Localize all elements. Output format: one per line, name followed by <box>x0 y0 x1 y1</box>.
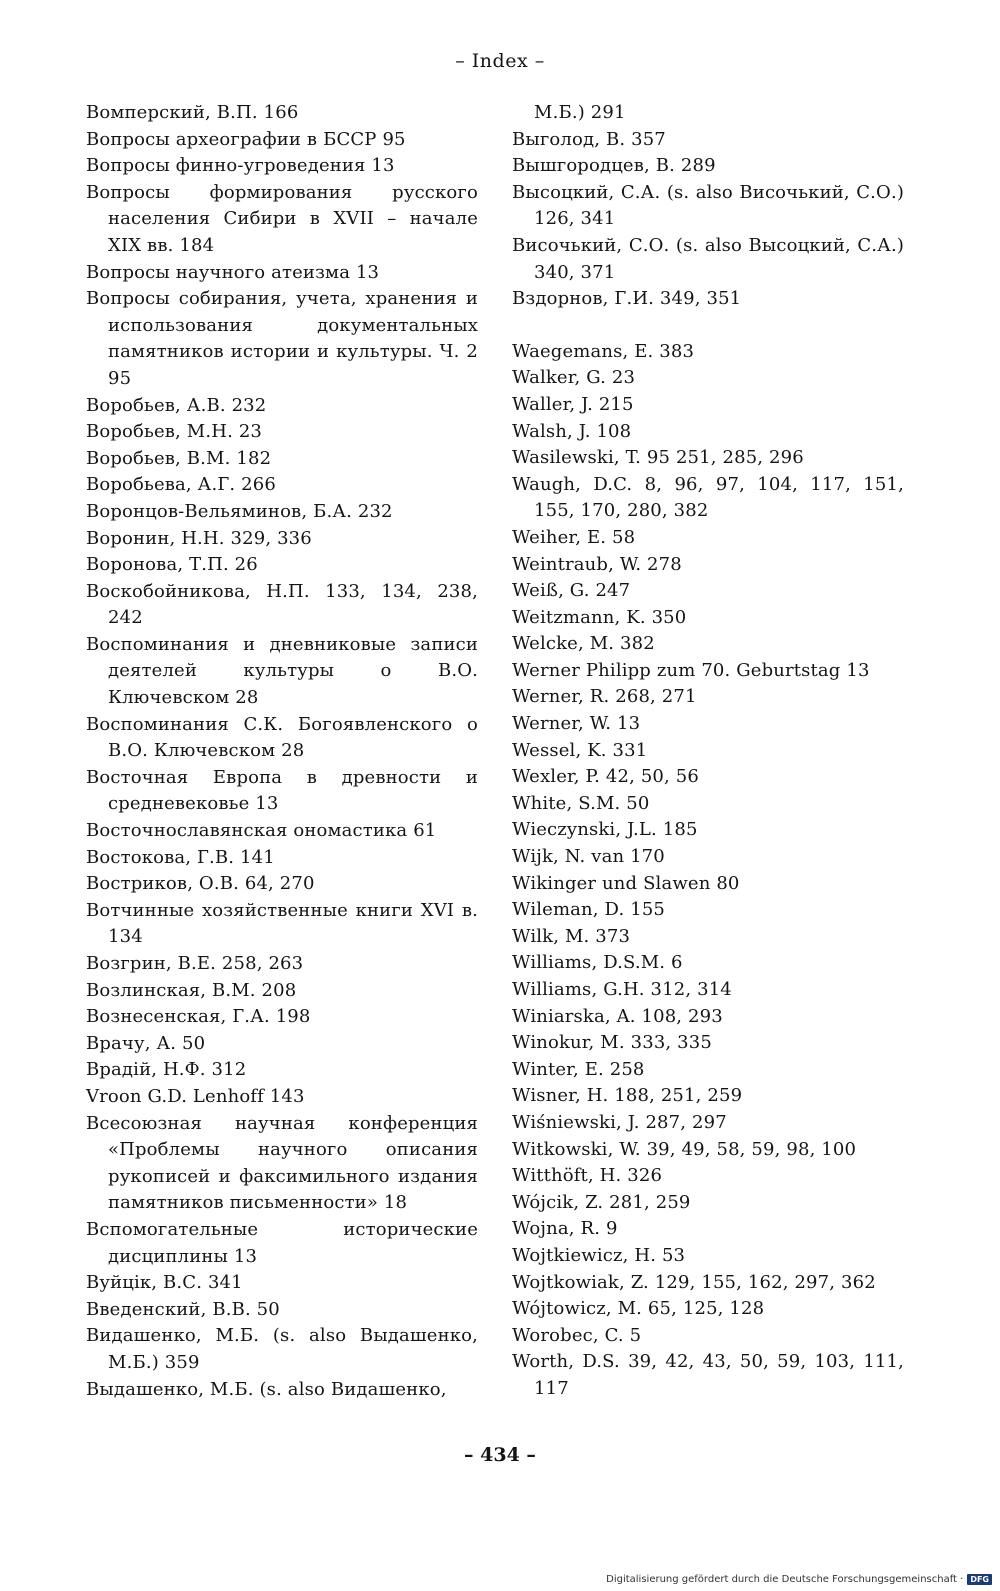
page-header-title: – Index – <box>455 50 545 72</box>
index-entry: Wijk, N. van 170 <box>512 846 665 868</box>
index-entry: Wiśniewski, J. 287, 297 <box>512 1111 727 1133</box>
index-entry: Вопросы научного атеизма 13 <box>86 261 380 283</box>
index-entry: Walsh, J. 108 <box>512 420 632 442</box>
index-entry: Welcke, M. 382 <box>512 633 655 655</box>
index-entry: Вздорнов, Г.И. 349, 351 <box>512 288 742 310</box>
index-entry: Wilk, M. 373 <box>512 925 631 947</box>
index-entry: Вотчинные хозяйственные книги XVI в. 134 <box>86 899 478 948</box>
index-entry: Weintraub, W. 278 <box>512 553 682 575</box>
index-entry-continuation: М.Б.) 291 <box>534 102 626 123</box>
index-entry: Вопросы археографии в БССР 95 <box>86 128 406 150</box>
index-entry: Worth, D.S. 39, 42, 43, 50, 59, 103, 111, 117 <box>512 1351 904 1399</box>
dfg-logo-icon: DFG <box>967 1574 992 1585</box>
footer-credit <box>606 1574 992 1585</box>
index-entry: Wessel, K. 331 <box>512 739 648 761</box>
index-entry: Возгрин, В.Е. 258, 263 <box>86 953 304 974</box>
index-entry: Височький, С.О. (s. also Высоцкий, С.А.) 340, 371 <box>512 234 904 283</box>
index-entry: Видашенко, М.Б. (s. also Выдашенко, М.Б.) 359 <box>86 1325 478 1373</box>
index-entry: Врадій, Н.Ф. 312 <box>86 1059 247 1081</box>
index-entry: Воробьев, В.М. 182 <box>86 447 272 469</box>
index-entry: Wójcik, Z. 281, 259 <box>512 1191 691 1213</box>
index-entry: Witthöft, H. 326 <box>512 1165 663 1187</box>
index-entry: Вопросы собирания, учета, хранения и использования документальных памятников истории и культуры. Ч. 2 95 <box>86 288 478 389</box>
index-entry: Vroon G.D. Lenhoff 143 <box>86 1085 305 1107</box>
index-entry: Восточная Европа в древности и средневековье 13 <box>86 766 478 815</box>
index-entry: Williams, G.H. 312, 314 <box>512 979 732 1000</box>
index-entry: Werner, W. 13 <box>512 713 641 735</box>
index-entry: Wisner, H. 188, 251, 259 <box>512 1085 743 1107</box>
index-entry: Weiher, E. 58 <box>512 526 636 548</box>
index-entry: Воскобойникова, Н.П. 133, 134, 238, 242 <box>86 580 478 629</box>
index-entry: Высоцкий, С.А. (s. also Височький, С.О.) 126, 341 <box>512 181 904 230</box>
index-entry: Waller, J. 215 <box>512 393 634 415</box>
index-entry: Всесоюзная научная конференция «Проблемы научного описания рукописей и факсимильного издания памятников письменности» 18 <box>86 1112 478 1214</box>
index-entry: Wojna, R. 9 <box>512 1218 618 1240</box>
index-entry: Воспоминания С.К. Богоявленского о В.О. Ключевском 28 <box>86 713 478 762</box>
index-entry: Воронцов-Вельяминов, Б.А. 232 <box>86 500 393 522</box>
index-entry: Witkowski, W. 39, 49, 58, 59, 98, 100 <box>512 1138 857 1160</box>
index-entry: Возлинская, В.М. 208 <box>86 979 297 1001</box>
index-entry: Воспоминания и дневниковые записи деятелей культуры о В.О. Ключевском 28 <box>86 633 478 709</box>
index-entry: Wileman, D. 155 <box>512 899 666 921</box>
section-gap <box>512 313 904 339</box>
index-entry: Вспомогательные исторические дисциплины 13 <box>86 1218 478 1267</box>
index-entry: Winokur, M. 333, 335 <box>512 1032 712 1054</box>
index-entry: Weiß, G. 247 <box>512 580 631 602</box>
index-entry: Waugh, D.C. 8, 96, 97, 104, 117, 151, 155, 170, 280, 382 <box>512 473 904 522</box>
index-entry: Winter, E. 258 <box>512 1058 645 1080</box>
index-entry: White, S.M. 50 <box>512 792 650 814</box>
index-entry: Wojtkiewicz, H. 53 <box>512 1244 686 1266</box>
index-entry: Williams, D.S.M. 6 <box>512 952 683 974</box>
index-entry: Вомперский, В.П. 166 <box>86 102 299 123</box>
index-entry: Введенский, В.В. 50 <box>86 1298 280 1320</box>
index-entry: Вопросы финно-угроведения 13 <box>86 155 395 177</box>
index-entry: Wojtkowiak, Z. 129, 155, 162, 297, 362 <box>512 1271 876 1293</box>
index-column-right <box>512 100 904 1403</box>
index-entry: Вопросы формирования русского населения Сибири в XVII – начале XIX вв. 184 <box>86 181 478 256</box>
index-entry: Воробьев, М.Н. 23 <box>86 421 263 443</box>
index-entry: Waegemans, E. 383 <box>512 340 695 362</box>
index-entry: Wójtowicz, M. 65, 125, 128 <box>512 1298 765 1320</box>
footer-text: Digitalisierung gefördert durch die Deutsche Forschungsgemeinschaft · <box>606 1574 964 1585</box>
index-entry: Wexler, P. 42, 50, 56 <box>512 766 699 788</box>
index-entry: Wasilewski, T. 95 251, 285, 296 <box>512 447 804 469</box>
index-entry: Wikinger und Slawen 80 <box>512 872 740 894</box>
index-entry: Выголод, В. 357 <box>512 128 666 150</box>
index-entry: Воробьева, А.Г. 266 <box>86 474 276 496</box>
index-entry: Вознесенская, Г.А. 198 <box>86 1006 311 1028</box>
index-entry: Wieczynski, J.L. 185 <box>512 819 698 841</box>
index-entry: Востриков, О.В. 64, 270 <box>86 873 315 895</box>
index-entry: Worobec, C. 5 <box>512 1324 642 1346</box>
index-entry: Врачу, А. 50 <box>86 1032 206 1054</box>
index-entry: Вуйцік, В.С. 341 <box>86 1272 243 1294</box>
index-entry: Walker, G. 23 <box>512 367 636 389</box>
index-entry: Вышгородцев, В. 289 <box>512 155 716 177</box>
index-entry: Воронин, Н.Н. 329, 336 <box>86 527 312 549</box>
index-entry: Weitzmann, K. 350 <box>512 606 687 628</box>
index-entry: Выдашенко, М.Б. (s. also Видашенко, <box>86 1378 447 1400</box>
index-entry: Востокова, Г.В. 141 <box>86 846 275 868</box>
index-entry: Werner, R. 268, 271 <box>512 686 697 708</box>
index-entry: Воронова, Т.П. 26 <box>86 554 258 576</box>
page-number: – 434 – <box>464 1444 536 1466</box>
index-entry: Werner Philipp zum 70. Geburtstag 13 <box>512 659 870 681</box>
index-entry: Воробьев, А.В. 232 <box>86 394 267 416</box>
index-column-left <box>86 100 478 1403</box>
index-entry: Восточнославянская ономастика 61 <box>86 820 437 842</box>
index-entry: Winiarska, A. 108, 293 <box>512 1005 723 1027</box>
